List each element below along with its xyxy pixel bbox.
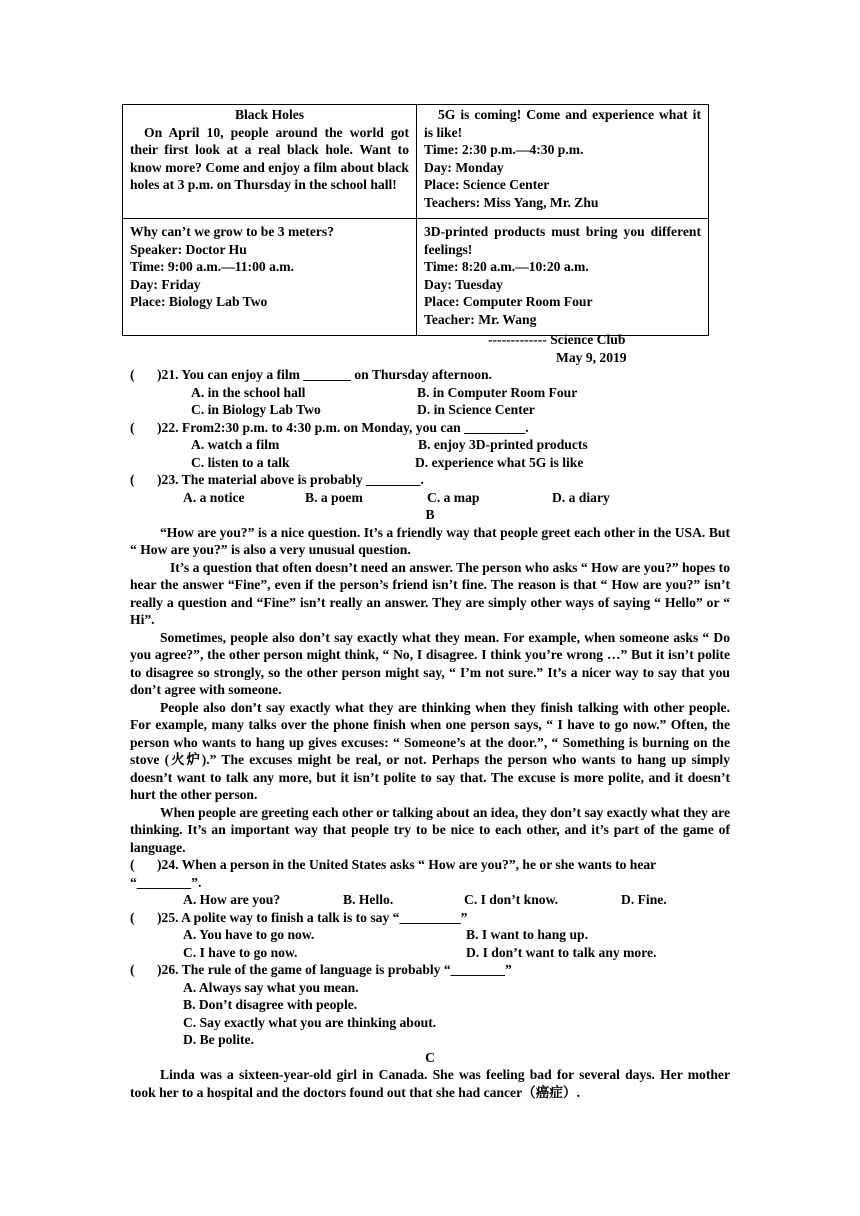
passage-paragraph: People also don’t say exactly what they are thinking when they finish talking with other people. For example, many talks over the phone finish when one person says, “ I have to go now.” Often, the person who wants to hang up gives excuses: “ Someone’s at the door.”, “ Something is burning on the stove (火炉).” The excuses might be real, or not. Perhaps the person who wants to hang up simply doesn’t want to talk any more, but it isn’t polite to say that. The excuse is more polite, and it doesn’t hurt the other person. [130, 699, 730, 802]
answer-paren[interactable]: ( [130, 962, 135, 977]
option-d: D. in Science Center [417, 402, 535, 417]
options-row [130, 489, 730, 507]
options-row [130, 454, 730, 472]
notice-day: Day: Tuesday [424, 276, 503, 292]
option-a: A. You have to go now. [183, 927, 315, 942]
notice-grow [123, 219, 417, 336]
notice-body: On April 10, people around the world got their first look at a real black hole. Want to know more? Come and enjoy a film about black holes at 3 p.m. on Thursday in the school hall! [130, 124, 409, 192]
option-d: D. I don’t want to talk any more. [466, 944, 657, 960]
notice-teacher: Teacher: Mr. Wang [424, 311, 537, 327]
notice-teachers: Teachers: Miss Yang, Mr. Zhu [424, 194, 599, 210]
passage-paragraph: It’s a question that often doesn’t need an answer. The person who asks “ How are you?” hopes to hear the answer “Fine”, even if the person’s friend isn’t fine. The reason is that “ How are you?” isn’t really a question and “Fine” isn’t really an answer. They are simply other ways of saying “ Hello” or “ Hi”. [130, 559, 730, 627]
answer-paren[interactable]: ( [130, 909, 135, 925]
notice-3d [417, 219, 709, 336]
option-b: B. Hello. [343, 892, 394, 907]
option-b: B. enjoy 3D-printed products [418, 437, 588, 452]
section-heading-b: B [425, 507, 435, 522]
notice-black-holes [123, 105, 417, 219]
question-22 [130, 419, 730, 437]
options-row [130, 401, 730, 419]
option-b: B. in Computer Room Four [417, 384, 578, 400]
signature-club: ------------- Science Club [488, 332, 626, 347]
notice-time: Time: 8:20 a.m.—10:20 a.m. [424, 259, 589, 274]
question-text: )22. From2:30 p.m. to 4:30 p.m. on Monday, you can _________. [157, 419, 529, 435]
passage-paragraph: Linda was a sixteen-year-old girl in Canada. She was feeling bad for several days. Her mother took her to a hospital and the doctors found out that she had cancer（癌症）. [130, 1067, 730, 1100]
option-a: A. in the school hall [191, 384, 306, 400]
option-c: C. I don’t know. [464, 892, 559, 907]
section-heading-c: C [425, 1049, 435, 1065]
notice-row [123, 105, 709, 219]
question-24 [130, 856, 730, 874]
answer-paren[interactable]: ( [130, 419, 135, 435]
option-b: B. Don’t disagree with people. [183, 997, 358, 1012]
notice-day: Day: Friday [130, 276, 201, 292]
question-24-continued [130, 874, 730, 892]
option-a: A. a notice [183, 489, 245, 505]
options-row [130, 436, 730, 454]
notice-speaker: Speaker: Doctor Hu [130, 241, 247, 257]
notice-day: Day: Monday [424, 159, 504, 175]
option-a: A. Always say what you mean. [183, 979, 359, 995]
option-d: D. Fine. [621, 892, 667, 907]
option-b: B. a poem [305, 489, 363, 505]
question-text: )23. The material above is probably ________. [157, 472, 424, 487]
notice-table [122, 104, 709, 336]
notice-row [123, 219, 709, 336]
options-row [130, 944, 730, 962]
option-d: D. Be polite. [183, 1032, 254, 1047]
notice-title: 5G is coming! Come and experience what it is like! [424, 107, 701, 140]
notice-title: Black Holes [234, 107, 305, 122]
notice-place: Place: Science Center [424, 177, 550, 192]
notice-time: Time: 2:30 p.m.—4:30 p.m. [424, 142, 584, 157]
passage-paragraph: Sometimes, people also don’t say exactly what they mean. For example, when someone asks “ Do you agree?”, the other person might think, “ No, I disagree. I think you’re wrong …” But it isn’t polite to disagree so strongly, so the other person might say, “ I’m not sure.” It’s a nicer way to say that you don’t agree with someone. [130, 629, 730, 697]
answer-paren[interactable]: ( [130, 472, 135, 487]
signature-date: May 9, 2019 [556, 350, 627, 365]
notice-title: Why can’t we grow to be 3 meters? [130, 224, 334, 239]
question-text: )26. The rule of the game of language is probably “________” [157, 962, 512, 977]
option-c: C. listen to a talk [191, 454, 290, 470]
notice-place: Place: Computer Room Four [424, 294, 593, 309]
question-text: )21. You can enjoy a film _______ on Thursday afternoon. [157, 367, 492, 382]
notice-title: 3D-printed products must bring you different feelings! [424, 224, 701, 257]
option-c: C. a map [427, 489, 480, 505]
option-c: C. in Biology Lab Two [191, 402, 321, 417]
question-text: )24. When a person in the United States asks “ How are you?”, he or she wants to hear [157, 857, 657, 872]
option-a: A. How are you? [183, 892, 281, 907]
option-c: C. I have to go now. [183, 944, 298, 960]
option-a: A. watch a film [191, 437, 280, 452]
question-text-continued: “________”. [130, 874, 202, 890]
option-d: D. experience what 5G is like [415, 454, 584, 470]
option-b: B. I want to hang up. [466, 927, 589, 942]
question-21 [130, 366, 730, 384]
answer-paren[interactable]: ( [130, 367, 135, 382]
exam-content [130, 366, 730, 1101]
options-row [130, 891, 730, 909]
answer-paren[interactable]: ( [130, 857, 135, 872]
question-23 [130, 471, 730, 489]
question-25 [130, 909, 730, 927]
notice-5g [417, 105, 709, 219]
passage-paragraph: “How are you?” is a nice question. It’s a friendly way that people greet each other in the USA. But “ How are you?” is also a very unusual question. [130, 524, 730, 557]
question-text: )25. A polite way to finish a talk is to say “_________” [157, 909, 468, 925]
notice-place: Place: Biology Lab Two [130, 294, 268, 309]
options-row [130, 926, 730, 944]
notice-time: Time: 9:00 a.m.—11:00 a.m. [130, 259, 294, 274]
option-d: D. a diary [552, 489, 610, 505]
options-row [130, 384, 730, 402]
passage-paragraph: When people are greeting each other or talking about an idea, they don’t say exactly what they are thinking. It’s an important way that people try to be nice to each other, and it’s part of the game of language. [130, 804, 730, 855]
option-c: C. Say exactly what you are thinking about. [183, 1014, 437, 1030]
question-26 [130, 961, 730, 979]
